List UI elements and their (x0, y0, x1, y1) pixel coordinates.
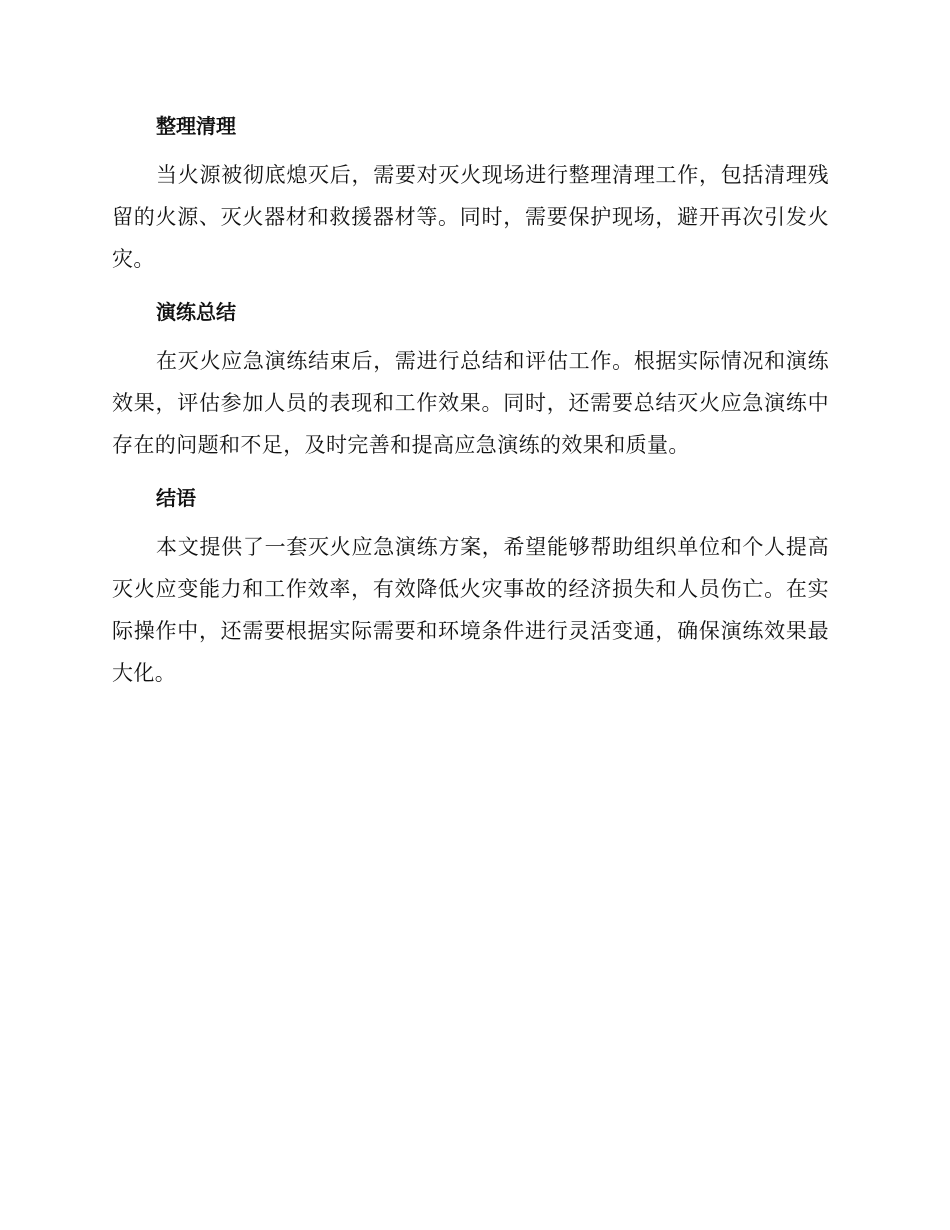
section-paragraph: 在灭火应急演练结束后，需进行总结和评估工作。根据实际情况和演练效果，评估参加人员的表现和工作效果。同时，还需要总结灭火应急演练中存在的问题和不足，及时完善和提高应急演练的效果和质量。 (112, 349, 829, 457)
section-heading: 整理清理 (156, 114, 236, 138)
section-heading: 结语 (156, 486, 196, 510)
section-heading: 演练总结 (156, 300, 236, 324)
section-summary (112, 290, 829, 466)
section-cleanup (112, 104, 829, 280)
section-conclusion (112, 476, 829, 694)
section-paragraph: 当火源被彻底熄灭后，需要对灭火现场进行整理清理工作，包括清理残留的火源、灭火器材和救援器材等。同时，需要保护现场，避开再次引发火灾。 (112, 163, 829, 271)
section-paragraph: 本文提供了一套灭火应急演练方案，希望能够帮助组织单位和个人提高灭火应变能力和工作效率，有效降低火灾事故的经济损失和人员伤亡。在实际操作中，还需要根据实际需要和环境条件进行灵活变通，确保演练效果最大化。 (112, 535, 829, 685)
